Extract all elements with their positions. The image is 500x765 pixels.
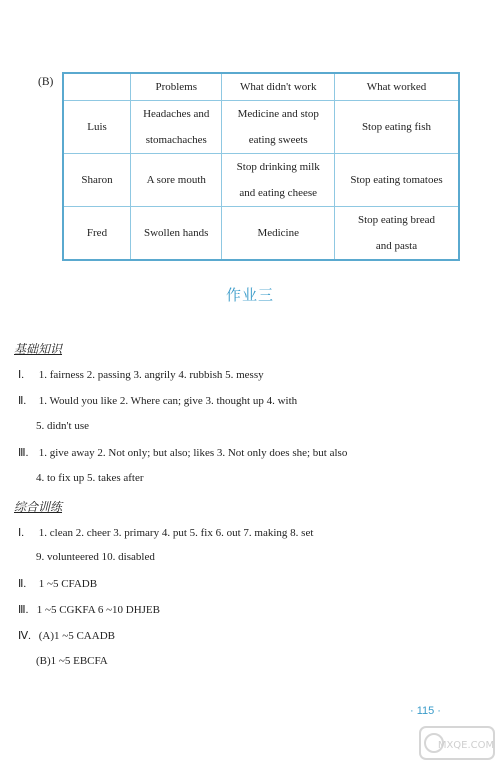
worked-cell (334, 101, 459, 154)
table-header-row (63, 73, 459, 101)
answer-text: 1. Would you like 2. Where can; give 3. thought up 4. with (38, 395, 298, 407)
cell-line: Headaches and (143, 108, 210, 120)
roman-numeral: Ⅰ. (18, 527, 24, 539)
cell-line: A sore mouth (146, 174, 206, 186)
watermark-logo (418, 725, 496, 761)
part-b-label: (B) (38, 76, 54, 88)
cell-line: Stop eating tomatoes (350, 174, 443, 186)
cell-line: Medicine (257, 227, 299, 239)
answer-text: 1 ~5 CFADB (38, 578, 98, 590)
basic-knowledge-heading: 基础知识 (14, 342, 63, 356)
header-what-worked: What worked (334, 73, 459, 101)
person-name: Sharon (63, 154, 131, 207)
problems-cell (131, 207, 222, 261)
didnt-work-cell (222, 101, 334, 154)
answer-text: (B)1 ~5 EBCFA (36, 655, 108, 667)
cell-line: and eating cheese (239, 187, 317, 199)
roman-numeral: Ⅲ. (18, 604, 29, 616)
table-row (63, 154, 459, 207)
answer-line (18, 446, 347, 459)
roman-numeral: Ⅱ. (18, 578, 27, 590)
answer-text: 1. clean 2. cheer 3. primary 4. put 5. fix 6. out 7. making 8. set (38, 527, 314, 539)
worked-cell (334, 207, 459, 261)
worked-cell (334, 154, 459, 207)
header-what-didnt-work: What didn't work (222, 73, 334, 101)
answer-line (18, 629, 115, 642)
cell-line: Medicine and stop (237, 108, 319, 120)
roman-numeral: Ⅱ. (18, 395, 27, 407)
cell-line: eating sweets (248, 134, 308, 146)
cell-line: Stop drinking milk (236, 161, 320, 173)
answer-line (18, 394, 297, 407)
person-name: Fred (63, 207, 131, 261)
problems-cell (131, 101, 222, 154)
answer-line (18, 526, 313, 539)
answer-text: 1 ~5 CGKFA 6 ~10 DHJEB (36, 604, 160, 616)
answer-line (36, 551, 155, 563)
cell-line: stomachaches (145, 134, 207, 146)
answer-line (36, 472, 144, 484)
section-title: 作业三 (225, 286, 274, 304)
didnt-work-cell (222, 154, 334, 207)
answer-line (18, 603, 160, 616)
cell-line: Stop eating bread (357, 214, 435, 226)
answer-text: 5. didn't use (36, 420, 90, 432)
person-name: Luis (63, 101, 131, 154)
problems-cell (131, 154, 222, 207)
answer-line (36, 655, 108, 667)
table-row (63, 207, 459, 261)
header-problems: Problems (131, 73, 222, 101)
answer-line (36, 420, 89, 432)
answer-table (62, 72, 460, 261)
table-corner-cell (63, 73, 131, 101)
answer-line (18, 577, 97, 590)
comprehensive-training-heading: 综合训练 (14, 500, 63, 514)
table-row (63, 101, 459, 154)
cell-line: and pasta (375, 240, 418, 252)
roman-numeral: Ⅳ. (18, 630, 31, 642)
page-number: · 115 · (410, 705, 441, 717)
watermark-text: MXQE.COM (437, 740, 495, 751)
roman-numeral: Ⅰ. (18, 369, 24, 381)
roman-numeral: Ⅲ. (18, 447, 29, 459)
cell-line: Stop eating fish (361, 121, 431, 133)
answer-line (18, 368, 264, 381)
answer-text: 9. volunteered 10. disabled (36, 551, 155, 563)
cell-line: Swollen hands (143, 227, 209, 239)
answer-text: 1. give away 2. Not only; but also; likes 3. Not only does she; but also (38, 447, 348, 459)
didnt-work-cell (222, 207, 334, 261)
answer-text: (A)1 ~5 CAADB (38, 630, 115, 642)
answer-text: 4. to fix up 5. takes after (36, 472, 144, 484)
answer-text: 1. fairness 2. passing 3. angrily 4. rubbish 5. messy (38, 369, 264, 381)
